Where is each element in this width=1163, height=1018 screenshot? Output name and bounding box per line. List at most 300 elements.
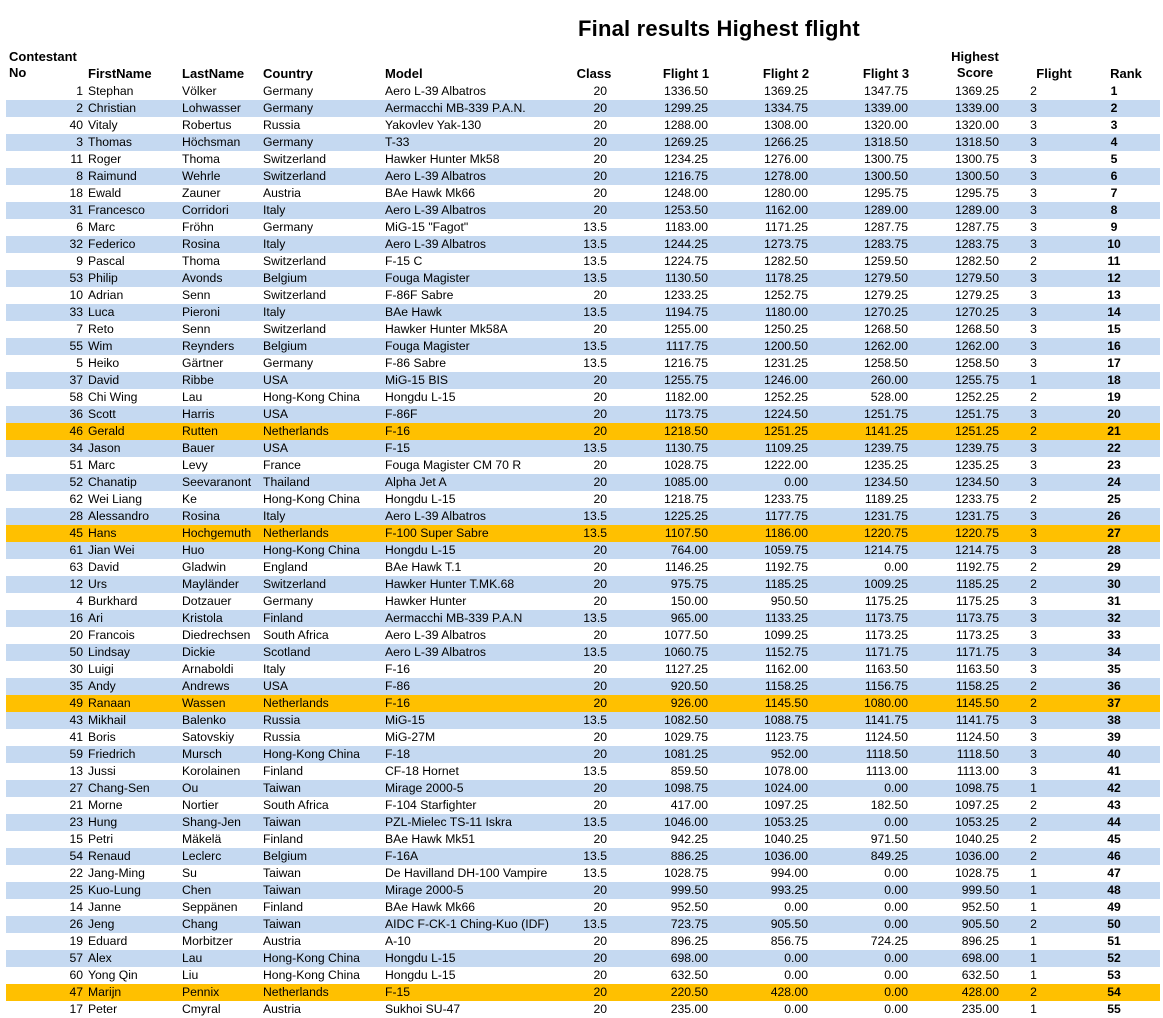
lastname-cell: Arnaboldi: [182, 662, 234, 676]
flight3-cell: 1300.50: [808, 168, 908, 185]
class-cell: 20: [593, 288, 607, 302]
lastname-cell: Andrews: [182, 678, 263, 695]
highest-score-cell: 1171.75: [908, 644, 999, 661]
header-model: Model: [385, 66, 423, 81]
flight1-cell: 1173.75: [607, 406, 708, 423]
flight-cell: 1: [999, 372, 1068, 389]
firstname-cell: Raimund: [88, 168, 182, 185]
table-row: [6, 219, 1160, 236]
model-cell: AIDC F-CK-1 Ching-Kuo (IDF): [385, 916, 575, 933]
model-cell: Hongdu L-15: [385, 950, 575, 967]
firstname-cell: Ari: [88, 610, 182, 627]
flight3-cell: 1259.50: [863, 254, 908, 268]
highest-score-cell: 1287.75: [954, 220, 999, 234]
firstname-cell: Philip: [88, 270, 182, 287]
flight3-cell: 1258.50: [863, 356, 908, 370]
flight1-cell: 1183.00: [664, 220, 708, 234]
country-cell: Belgium: [263, 338, 385, 355]
header-highest-score: [951, 49, 999, 81]
flight3-cell: 1339.00: [808, 100, 908, 117]
class-cell: 20: [575, 576, 607, 593]
table-row: [6, 712, 1160, 729]
table-row: [6, 423, 1160, 440]
rank-cell: 51: [1107, 934, 1121, 948]
highest-score-cell: 428.00: [908, 984, 999, 1001]
flight2-cell: 1252.25: [763, 390, 808, 404]
rank-cell: 34: [1068, 644, 1160, 661]
flight1-cell: 1146.25: [664, 560, 708, 574]
contestant-no-cell: 21: [69, 798, 83, 812]
lastname-cell: Pennix: [182, 984, 263, 1001]
table-row: [6, 950, 1160, 967]
contestant-no-cell: 11: [70, 152, 83, 166]
contestant-no-cell: 45: [6, 525, 83, 542]
lastname-cell: Leclerc: [182, 848, 263, 865]
lastname-cell: Seppänen: [182, 900, 238, 914]
contestant-no-cell: 43: [6, 712, 83, 729]
table-row: [6, 763, 1160, 780]
lastname-cell: Wassen: [182, 695, 263, 712]
firstname-cell: Jeng: [88, 916, 182, 933]
flight1-cell: 1244.25: [607, 236, 708, 253]
highest-score-cell: 1300.75: [954, 152, 999, 166]
contestant-no-cell: 32: [6, 236, 83, 253]
model-cell: Aero L-39 Albatros: [385, 508, 575, 525]
country-cell: Taiwan: [263, 814, 385, 831]
firstname-cell: Ranaan: [88, 695, 182, 712]
rank-cell: 23: [1107, 458, 1121, 472]
rank-cell: 52: [1068, 950, 1160, 967]
country-cell: Finland: [263, 900, 303, 914]
firstname-cell: Lindsay: [88, 644, 182, 661]
contestant-no-cell: 2: [6, 100, 83, 117]
flight2-cell: 428.00: [708, 984, 808, 1001]
flight2-cell: 1200.50: [708, 338, 808, 355]
flight3-cell: 0.00: [884, 900, 908, 914]
class-cell: 20: [593, 968, 607, 982]
model-cell: F-15: [385, 984, 575, 1001]
flight-cell: 3: [1030, 594, 1037, 608]
flight3-cell: 1171.75: [808, 644, 908, 661]
lastname-cell: Huo: [182, 542, 263, 559]
country-cell: Taiwan: [263, 780, 385, 797]
country-cell: Scotland: [263, 644, 385, 661]
lastname-cell: Fröhn: [182, 220, 214, 234]
flight2-cell: 1099.25: [763, 628, 808, 642]
country-cell: Switzerland: [263, 168, 385, 185]
contestant-no-cell: 4: [76, 594, 83, 608]
flight-cell: 3: [1030, 118, 1037, 132]
country-cell: South Africa: [263, 628, 329, 642]
flight3-cell: 1214.75: [808, 542, 908, 559]
class-cell: 13.5: [575, 916, 607, 933]
class-cell: 20: [575, 695, 607, 712]
class-cell: 20: [593, 152, 607, 166]
table-row: [6, 661, 1160, 678]
flight2-cell: 1224.50: [708, 406, 808, 423]
contestant-no-cell: 40: [69, 118, 83, 132]
country-cell: Finland: [263, 764, 303, 778]
firstname-cell: Eduard: [88, 934, 128, 948]
flight2-cell: 1192.75: [764, 560, 808, 574]
firstname-cell: Hung: [88, 814, 182, 831]
header-class: Class: [576, 66, 612, 81]
flight1-cell: 896.25: [670, 934, 708, 948]
class-cell: 13.5: [575, 525, 607, 542]
flight-cell: 1: [1030, 1002, 1037, 1016]
model-cell: Fouga Magister: [385, 338, 575, 355]
firstname-cell: Ewald: [88, 186, 122, 200]
lastname-cell: Thoma: [182, 152, 220, 166]
contestant-no-cell: 25: [6, 882, 83, 899]
country-cell: Switzerland: [263, 152, 326, 166]
highest-score-cell: 1300.50: [908, 168, 999, 185]
contestant-no-cell: 15: [69, 832, 83, 846]
flight-cell: 3: [1030, 220, 1037, 234]
model-cell: F-16: [385, 423, 575, 440]
model-cell: F-104 Starfighter: [385, 798, 477, 812]
flight3-cell: 1173.25: [864, 628, 908, 642]
flight-cell: 3: [1030, 730, 1037, 744]
firstname-cell: Jussi: [88, 764, 116, 778]
highest-score-cell: 1268.50: [954, 322, 999, 336]
model-cell: Hawker Hunter T.MK.68: [385, 576, 575, 593]
lastname-cell: Ou: [182, 780, 263, 797]
flight-cell: 3: [999, 508, 1068, 525]
flight3-cell: 1235.25: [863, 458, 908, 472]
country-cell: Hong-Kong China: [263, 746, 385, 763]
class-cell: 20: [593, 186, 607, 200]
lastname-cell: Hochgemuth: [182, 525, 263, 542]
country-cell: Switzerland: [263, 576, 385, 593]
flight-cell: 3: [999, 746, 1068, 763]
rank-cell: 9: [1110, 220, 1118, 234]
flight2-cell: 905.50: [708, 916, 808, 933]
class-cell: 20: [575, 746, 607, 763]
firstname-cell: Luca: [88, 304, 182, 321]
rank-cell: 20: [1068, 406, 1160, 423]
rank-cell: 11: [1107, 254, 1121, 268]
table-row: [6, 848, 1160, 865]
flight3-cell: 0.00: [808, 882, 908, 899]
flight-cell: 2: [1030, 798, 1037, 812]
flight1-cell: 1060.75: [607, 644, 708, 661]
highest-score-cell: 1173.25: [955, 628, 999, 642]
flight2-cell: 1334.75: [708, 100, 808, 117]
lastname-cell: Cmyral: [182, 1002, 221, 1016]
flight3-cell: 1251.75: [808, 406, 908, 423]
flight3-cell: 1124.50: [864, 730, 908, 744]
highest-score-cell: 999.50: [908, 882, 999, 899]
flight-cell: 3: [999, 338, 1068, 355]
rank-cell: 30: [1068, 576, 1160, 593]
table-row: [6, 916, 1160, 933]
rank-cell: 43: [1107, 798, 1121, 812]
contestant-no-cell: 12: [6, 576, 83, 593]
contestant-no-cell: 3: [6, 134, 83, 151]
contestant-no-cell: 47: [6, 984, 83, 1001]
contestant-no-cell: 34: [6, 440, 83, 457]
contestant-no-cell: 9: [76, 254, 83, 268]
class-cell: 13.5: [575, 236, 607, 253]
rank-cell: 32: [1068, 610, 1160, 627]
firstname-cell: Scott: [88, 406, 182, 423]
lastname-cell: Mayländer: [182, 576, 263, 593]
model-cell: F-86F Sabre: [385, 288, 454, 302]
rank-cell: 26: [1068, 508, 1160, 525]
table-row: [6, 559, 1160, 576]
table-row: [6, 321, 1160, 338]
table-row: [6, 355, 1160, 372]
rank-cell: 10: [1068, 236, 1160, 253]
flight2-cell: 0.00: [708, 474, 808, 491]
contestant-no-cell: 20: [69, 628, 83, 642]
country-cell: Netherlands: [263, 525, 385, 542]
table-row: [6, 797, 1160, 814]
flight3-cell: 1234.50: [808, 474, 908, 491]
lastname-cell: Völker: [182, 84, 217, 98]
lastname-cell: Rosina: [182, 508, 263, 525]
contestant-no-cell: 61: [6, 542, 83, 559]
table-row: [6, 508, 1160, 525]
table-row: [6, 389, 1160, 406]
rank-cell: 14: [1068, 304, 1160, 321]
highest-score-cell: 1145.50: [908, 695, 999, 712]
highest-score-cell: 1118.50: [908, 746, 999, 763]
flight1-cell: 1216.75: [607, 168, 708, 185]
rank-cell: 3: [1110, 118, 1118, 132]
model-cell: F-86: [385, 678, 575, 695]
flight1-cell: 1127.25: [664, 662, 708, 676]
flight1-cell: 1098.75: [607, 780, 708, 797]
firstname-cell: Chang-Sen: [88, 780, 182, 797]
rank-cell: 31: [1107, 594, 1121, 608]
firstname-cell: Pascal: [88, 254, 125, 268]
flight3-cell: 1318.50: [808, 134, 908, 151]
flight-cell: 2: [1030, 560, 1037, 574]
firstname-cell: Urs: [88, 576, 182, 593]
contestant-no-cell: 6: [76, 220, 83, 234]
lastname-cell: Harris: [182, 406, 263, 423]
highest-score-cell: 1124.50: [955, 730, 999, 744]
flight2-cell: 1162.00: [764, 662, 808, 676]
flight1-cell: 235.00: [670, 1002, 708, 1016]
lastname-cell: Thoma: [182, 254, 220, 268]
flight1-cell: 952.50: [670, 900, 708, 914]
flight1-cell: 1218.75: [663, 492, 708, 506]
contestant-no-cell: 27: [6, 780, 83, 797]
contestant-no-cell: 28: [6, 508, 83, 525]
flight1-cell: 965.00: [607, 610, 708, 627]
flight1-cell: 1077.50: [663, 628, 708, 642]
rank-cell: 18: [1068, 372, 1160, 389]
highest-score-cell: 1279.50: [908, 270, 999, 287]
highest-score-cell: 1173.75: [908, 610, 999, 627]
country-cell: Austria: [263, 934, 301, 948]
country-cell: Netherlands: [263, 423, 385, 440]
results-table: [6, 83, 1160, 1018]
table-row: [6, 100, 1160, 117]
table-row: [6, 372, 1160, 389]
table-row: [6, 695, 1160, 712]
flight-cell: 2: [999, 423, 1068, 440]
flight1-cell: 975.75: [607, 576, 708, 593]
flight1-cell: 1269.25: [607, 134, 708, 151]
flight-cell: 3: [999, 168, 1068, 185]
class-cell: 13.5: [575, 644, 607, 661]
flight2-cell: 1078.00: [763, 764, 808, 778]
contestant-no-cell: 35: [6, 678, 83, 695]
flight1-cell: 942.25: [670, 832, 708, 846]
rank-cell: 37: [1068, 695, 1160, 712]
lastname-cell: Diedrechsen: [182, 628, 251, 642]
flight3-cell: 1279.50: [808, 270, 908, 287]
class-cell: 20: [593, 458, 607, 472]
flight2-cell: 1059.75: [708, 542, 808, 559]
flight3-cell: 1262.00: [808, 338, 908, 355]
flight-cell: 3: [999, 202, 1068, 219]
model-cell: BAe Hawk: [385, 304, 575, 321]
country-cell: Finland: [263, 610, 385, 627]
table-row: [6, 967, 1160, 984]
highest-score-cell: 896.25: [961, 934, 999, 948]
rank-cell: 24: [1068, 474, 1160, 491]
country-cell: Russia: [263, 118, 301, 132]
header-flight1: Flight 1: [662, 66, 710, 81]
contestant-no-cell: 13: [69, 764, 83, 778]
flight-cell: 3: [1030, 764, 1037, 778]
country-cell: Germany: [263, 220, 314, 234]
firstname-cell: Reto: [88, 322, 114, 336]
header-lastname: LastName: [182, 66, 245, 81]
highest-score-cell: 1040.25: [954, 832, 999, 846]
contestant-no-cell: 36: [6, 406, 83, 423]
class-cell: 20: [575, 372, 607, 389]
lastname-cell: Morbitzer: [182, 934, 233, 948]
country-cell: Italy: [263, 202, 385, 219]
country-cell: Hong-Kong China: [263, 950, 385, 967]
highest-score-cell: 632.50: [961, 968, 999, 982]
highest-score-cell: 1339.00: [908, 100, 999, 117]
table-row: [6, 440, 1160, 457]
firstname-cell: Burkhard: [88, 594, 138, 608]
table-row: [6, 287, 1160, 304]
flight1-cell: 220.50: [607, 984, 708, 1001]
flight3-cell: 1347.75: [863, 84, 908, 98]
firstname-cell: Adrian: [88, 288, 124, 302]
flight1-cell: 859.50: [670, 764, 708, 778]
flight3-cell: 1173.75: [808, 610, 908, 627]
flight2-cell: 950.50: [770, 594, 808, 608]
flight3-cell: 1289.00: [808, 202, 908, 219]
highest-score-cell: 1318.50: [908, 134, 999, 151]
class-cell: 13.5: [575, 712, 607, 729]
model-cell: A-10: [385, 934, 411, 948]
contestant-no-cell: 8: [6, 168, 83, 185]
table-row: [6, 542, 1160, 559]
table-row: [6, 576, 1160, 593]
flight2-cell: 1186.00: [708, 525, 808, 542]
flight2-cell: 1180.00: [708, 304, 808, 321]
lastname-cell: Satovskiy: [182, 730, 235, 744]
lastname-cell: Ke: [182, 492, 197, 506]
rank-cell: 41: [1107, 764, 1121, 778]
flight2-cell: 1280.00: [763, 186, 808, 200]
flight1-cell: 886.25: [607, 848, 708, 865]
rank-cell: 45: [1107, 832, 1121, 846]
highest-score-cell: 1251.25: [908, 423, 999, 440]
highest-score-cell: 1239.75: [908, 440, 999, 457]
flight2-cell: 952.00: [708, 746, 808, 763]
country-cell: Austria: [263, 186, 301, 200]
highest-score-cell: 1220.75: [908, 525, 999, 542]
lastname-cell: Liu: [182, 968, 199, 982]
flight3-cell: 0.00: [808, 950, 908, 967]
lastname-cell: Wehrle: [182, 168, 263, 185]
class-cell: 20: [593, 560, 607, 574]
class-cell: 20: [575, 678, 607, 695]
rank-cell: 38: [1068, 712, 1160, 729]
flight3-cell: 1175.25: [864, 594, 908, 608]
lastname-cell: Rutten: [182, 423, 263, 440]
firstname-cell: David: [88, 560, 120, 574]
flight1-cell: 1288.00: [663, 118, 708, 132]
flight3-cell: 849.25: [808, 848, 908, 865]
class-cell: 13.5: [575, 814, 607, 831]
flight3-cell: 1239.75: [808, 440, 908, 457]
class-cell: 20: [575, 882, 607, 899]
model-cell: F-100 Super Sabre: [385, 525, 575, 542]
flight-cell: 3: [999, 474, 1068, 491]
firstname-cell: Jason: [88, 440, 182, 457]
highest-score-cell: 1279.25: [954, 288, 999, 302]
table-row: [6, 253, 1160, 270]
class-cell: 20: [593, 662, 607, 676]
highest-score-cell: 1283.75: [908, 236, 999, 253]
country-cell: Germany: [263, 594, 314, 608]
flight3-cell: 1009.25: [808, 576, 908, 593]
model-cell: Aermacchi MB-339 P.A.N: [385, 610, 575, 627]
table-row: [6, 882, 1160, 899]
contestant-no-cell: 51: [69, 458, 83, 472]
flight3-cell: 1118.50: [808, 746, 908, 763]
flight2-cell: 1222.00: [763, 458, 808, 472]
flight1-cell: 1255.75: [607, 372, 708, 389]
firstname-cell: Hans: [88, 525, 182, 542]
model-cell: CF-18 Hornet: [385, 764, 459, 778]
flight2-cell: 1088.75: [708, 712, 808, 729]
rank-cell: 40: [1068, 746, 1160, 763]
flight2-cell: 1246.00: [708, 372, 808, 389]
class-cell: 20: [593, 730, 607, 744]
header-country: Country: [263, 66, 313, 81]
rank-cell: 6: [1068, 168, 1160, 185]
rank-cell: 22: [1068, 440, 1160, 457]
flight-cell: 2: [999, 984, 1068, 1001]
flight-cell: 3: [999, 134, 1068, 151]
flight-cell: 2: [999, 576, 1068, 593]
flight1-cell: 1130.50: [607, 270, 708, 287]
rank-cell: 12: [1068, 270, 1160, 287]
country-cell: Hong-Kong China: [263, 542, 385, 559]
firstname-cell: Thomas: [88, 134, 182, 151]
firstname-cell: Alex: [88, 950, 182, 967]
contestant-no-cell: 54: [6, 848, 83, 865]
flight-cell: 1: [1030, 968, 1037, 982]
table-row: [6, 457, 1160, 474]
flight3-cell: 1231.75: [808, 508, 908, 525]
flight1-cell: 1130.75: [607, 440, 708, 457]
